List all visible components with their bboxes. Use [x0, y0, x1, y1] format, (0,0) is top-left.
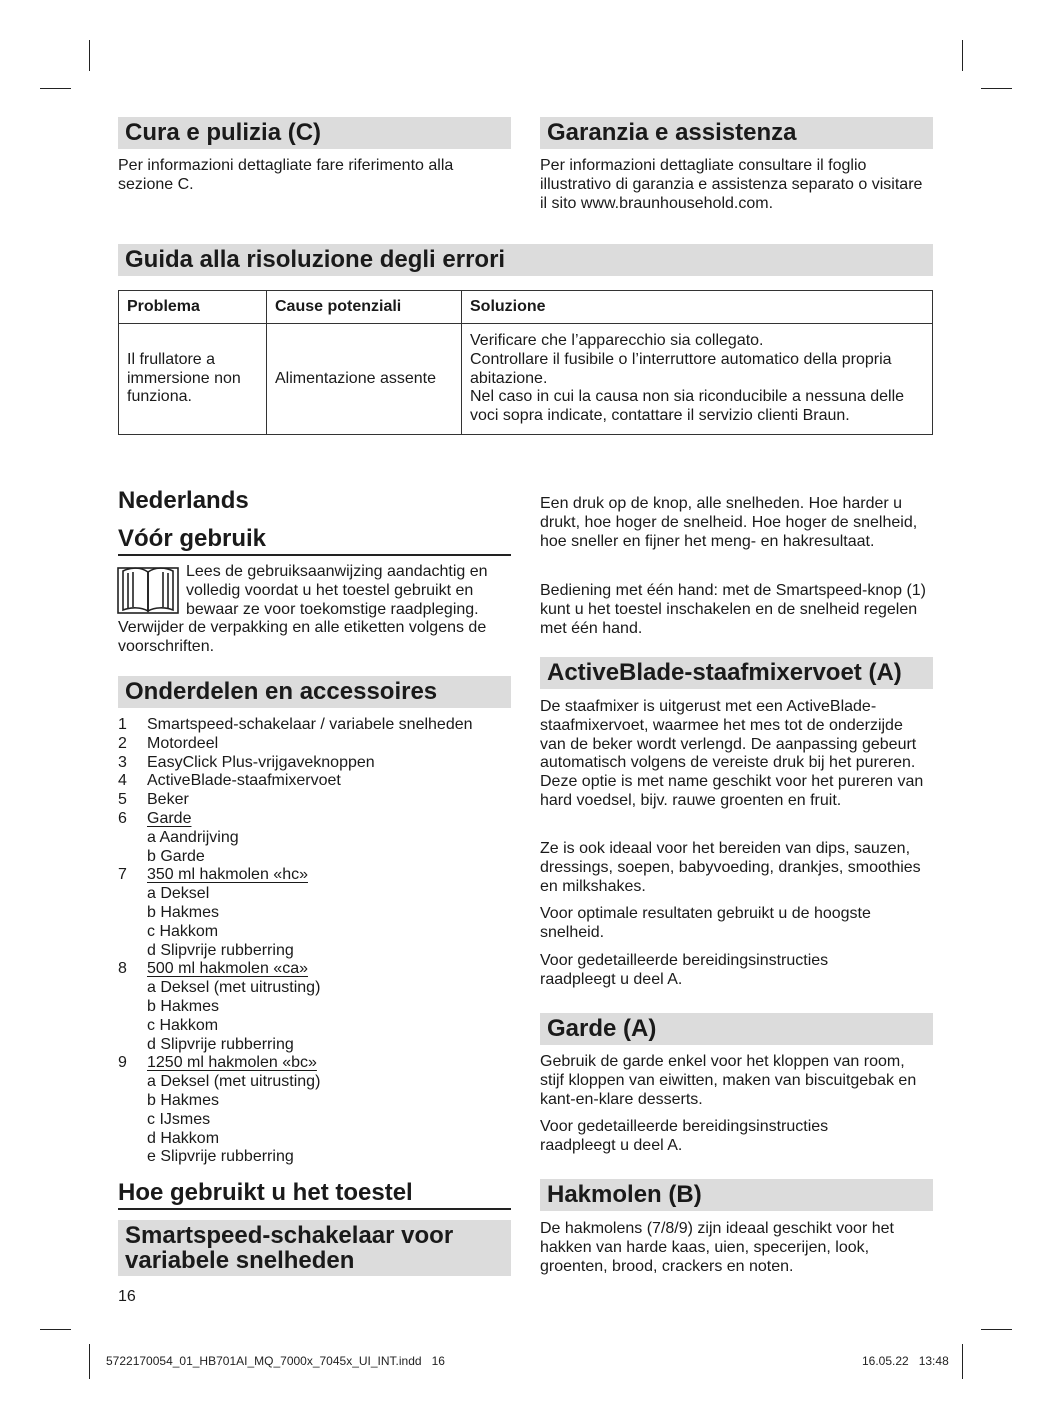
troubleshooting-table [118, 290, 933, 435]
smartspeed-heading-line1: Smartspeed-schakelaar voor [125, 1222, 454, 1249]
activeblade-heading: ActiveBlade-staafmixervoet (A) [540, 657, 933, 689]
garde-paragraph-2: Voor gedetailleerde bereidingsinstructies raadpleegt u deel A. [540, 1118, 829, 1154]
list-subitem: b Hakmes [147, 1091, 220, 1109]
crop-mark [40, 88, 71, 89]
cause-cell: Alimentazione assente [267, 324, 462, 435]
garde-paragraph-1: Gebruik de garde enkel voor het kloppen van room, stijf kloppen van eiwitten, maken van biscuitgebak en kant-en-klare desserts. [540, 1053, 917, 1108]
list-item: 3 EasyClick Plus-vrijgaveknoppen [118, 753, 375, 771]
list-item: 8 500 ml hakmolen «ca» [118, 960, 308, 978]
page-number: 16 [118, 1288, 136, 1305]
smartspeed-paragraph-2: Bediening met één hand: met de Smartspeed-knop (1) kunt u het toestel inschakelen en de snelheid regelen met één hand. [540, 582, 927, 637]
list-subitem: c Hakkom [147, 1016, 219, 1034]
parts-list [118, 716, 518, 1167]
crop-mark [89, 40, 90, 71]
before-use-text-2: Verwijder de verpakking en alle etiketten volgens de voorschriften. [118, 619, 487, 655]
open-book-icon [117, 563, 179, 615]
smartspeed-heading [118, 1220, 511, 1276]
troubleshooting-heading: Guida alla risoluzione degli errori [118, 244, 933, 276]
solution-line: Nel caso in cui la causa non sia riconducibile a nessuna delle voci sopra indicate, contattare il servizio clienti Braun. [470, 388, 905, 425]
warranty-text: Per informazioni dettagliate consultare il foglio illustrativo di garanzia e assistenza separato o visitare il sito www.braunhousehold.com. [540, 157, 923, 212]
parts-heading: Onderdelen en accessoires [118, 676, 511, 708]
activeblade-paragraph-2: Ze is ook ideaal voor het bereiden van dips, sauzen, dressings, soepen, babyvoeding, drankjes, smoothies en milkshakes. [540, 840, 921, 895]
column-header-solution: Soluzione [462, 291, 933, 324]
crop-mark [962, 1344, 963, 1379]
heading-rule [118, 554, 511, 556]
column-header-cause: Cause potenziali [267, 291, 462, 324]
hakmolen-heading: Hakmolen (B) [540, 1179, 933, 1211]
warranty-heading: Garanzia e assistenza [540, 117, 933, 149]
list-subitem: b Hakmes [147, 997, 220, 1015]
footer-file-info: 5722170054_01_HB701AI_MQ_7000x_7045x_UI_INT.indd 16 [106, 1354, 445, 1368]
list-subitem: c Hakkom [147, 922, 219, 940]
list-item: 7 350 ml hakmolen «hc» [118, 866, 308, 884]
solution-cell [462, 324, 933, 435]
activeblade-paragraph-1: De staafmixer is uitgerust met een ActiveBlade-staafmixervoet, waarmee het mes tot de onderzijde van de beker wordt verlengd. De aanpassing gebeurt automatisch volgens de vereiste druk bij het pureren. Deze optie is met name geschikt voor het pureren van hard voedsel, bijv. rauwe groenten en fruit. [540, 698, 924, 809]
problem-cell: Il frullatore a immersione non funziona. [119, 324, 267, 435]
language-title: Nederlands [118, 487, 249, 514]
solution-line: Controllare il fusibile o l’interruttore automatico della propria abitazione. [470, 350, 892, 387]
how-to-heading: Hoe gebruikt u het toestel [118, 1179, 413, 1206]
column-header-problem: Problema [119, 291, 267, 324]
crop-mark [962, 40, 963, 71]
list-subitem: d Slipvrije rubberring [147, 1035, 294, 1053]
list-subitem: b Hakmes [147, 903, 220, 921]
list-item: 1 Smartspeed-schakelaar / variabele snelheden [118, 716, 473, 733]
before-use-text: Lees de gebruiksaanwijzing aandachtig en volledig voordat u het toestel gebruikt en bewaar ze voor toekomstige raadpleging. [186, 563, 488, 618]
crop-mark [89, 1344, 90, 1379]
crop-mark [40, 1329, 71, 1330]
list-subitem: a Deksel (met uitrusting) [147, 1073, 321, 1091]
care-text: Per informazioni dettagliate fare riferimento alla sezione C. [118, 157, 454, 193]
crop-mark [981, 88, 1012, 89]
list-item: 5 Beker [118, 791, 189, 809]
list-subitem: a Deksel [147, 885, 210, 903]
care-heading: Cura e pulizia (C) [118, 117, 511, 149]
list-subitem: c IJsmes [147, 1110, 211, 1128]
list-item: 6 Garde [118, 809, 192, 827]
list-subitem: a Deksel (met uitrusting) [147, 979, 321, 997]
list-subitem: d Slipvrije rubberring [147, 941, 294, 959]
footer-date: 16.05.22 13:48 [862, 1354, 949, 1368]
smartspeed-paragraph-1: Een druk op de knop, alle snelheden. Hoe harder u drukt, hoe hoger de snelheid. Hoe hoger de snelheid, hoe sneller en fijner het meng- en hakresultaat. [540, 495, 918, 550]
smartspeed-heading-line2: variabele snelheden [125, 1247, 355, 1274]
before-use-heading: Vóór gebruik [118, 525, 267, 552]
activeblade-paragraph-3: Voor optimale resultaten gebruikt u de hoogste snelheid. [540, 905, 871, 941]
hakmolen-paragraph-1: De hakmolens (7/8/9) zijn ideaal geschikt voor het hakken van harde kaas, uien, specerijen, look, groenten, brood, crackers en noten. [540, 1220, 894, 1275]
activeblade-paragraph-4: Voor gedetailleerde bereidingsinstructies raadpleegt u deel A. [540, 952, 829, 988]
list-item: 9 1250 ml hakmolen «bc» [118, 1054, 317, 1072]
list-subitem: a Aandrijving [147, 828, 239, 846]
heading-rule [118, 1208, 511, 1210]
list-subitem: d Hakkom [147, 1129, 220, 1147]
table-header-row [119, 291, 933, 324]
solution-line: Verificare che l’apparecchio sia collegato. [470, 332, 764, 349]
list-subitem: b Garde [147, 847, 205, 865]
list-subitem: e Slipvrije rubberring [147, 1148, 294, 1166]
garde-heading: Garde (A) [540, 1013, 933, 1045]
list-item: 4 ActiveBlade-staafmixervoet [118, 772, 341, 790]
list-item: 2 Motordeel [118, 734, 219, 752]
table-row [119, 324, 933, 435]
crop-mark [981, 1329, 1012, 1330]
